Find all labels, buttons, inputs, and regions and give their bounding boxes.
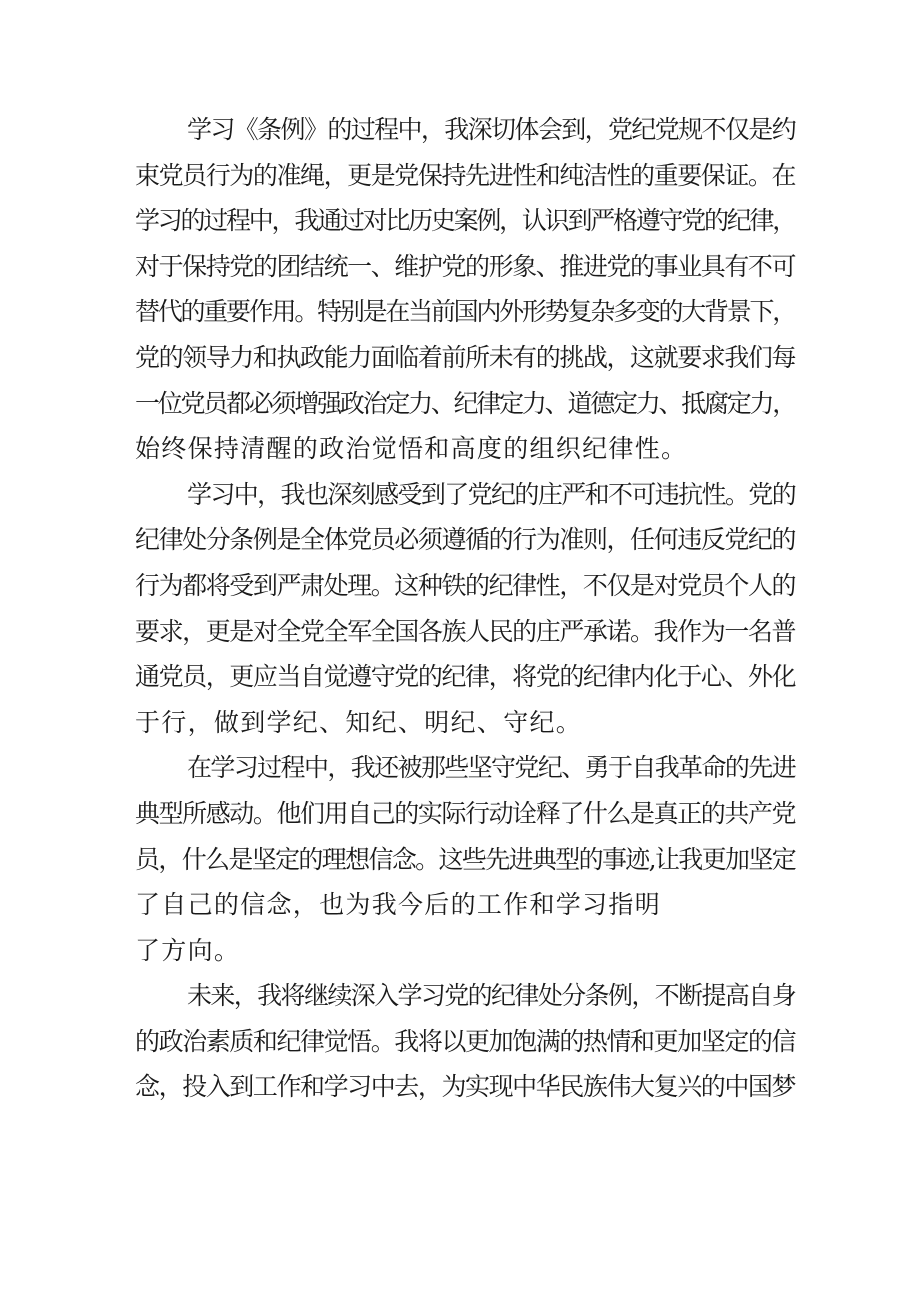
paragraph-4 xyxy=(135,973,795,1110)
text-line: 行为都将受到严肃处理。这种铁的纪律性，不仅是对党员个人的 xyxy=(135,570,795,600)
text-line: 学习的过程中，我通过对比历史案例，认识到严格遵守党的纪律， xyxy=(135,206,795,236)
document-body xyxy=(135,107,795,1110)
text-line: 要求，更是对全党全军全国各族人民的庄严承诺。我作为一名普 xyxy=(135,616,795,646)
text-line: 于行，做到学纪、知纪、明纪、守纪。 xyxy=(135,707,583,737)
text-line: 典型所感动。他们用自己的实际行动诠释了什么是真正的共产党 xyxy=(135,798,795,828)
text-line: 在学习过程中，我还被那些坚守党纪、勇于自我革命的先进 xyxy=(187,753,795,783)
text-line: 念，投入到工作和学习中去，为实现中华民族伟大复兴的中国梦 xyxy=(135,1072,795,1102)
text-line: 替代的重要作用。特别是在当前国内外形势复杂多变的大背景下， xyxy=(135,297,795,327)
text-line: 一位党员都必须增强政治定力、纪律定力、道德定力、抵腐定力， xyxy=(135,388,795,418)
text-line: 对于保持党的团结统一、维护党的形象、推进党的事业具有不可 xyxy=(135,251,795,281)
text-line: 束党员行为的准绳，更是党保持先进性和纯洁性的重要保证。在 xyxy=(135,160,795,190)
paragraph-1 xyxy=(135,107,795,472)
text-line: 了方向。 xyxy=(135,935,241,965)
text-line: 纪律处分条例是全体党员必须遵循的行为准则，任何违反党纪的 xyxy=(135,525,795,555)
text-line: 通党员，更应当自觉遵守党的纪律，将党的纪律内化于心、外化 xyxy=(135,662,795,692)
text-line: 员，什么是坚定的理想信念。这些先进典型的事迹,让我更加坚定 xyxy=(135,844,795,874)
text-line: 的政治素质和纪律觉悟。我将以更加饱满的热情和更加坚定的信 xyxy=(135,1026,795,1056)
paragraph-2 xyxy=(135,472,795,746)
text-line: 了自己的信念，也为我今后的工作和学习指明 xyxy=(135,890,662,920)
text-line: 党的领导力和执政能力面临着前所未有的挑战，这就要求我们每 xyxy=(135,342,795,372)
text-line: 学习《条例》的过程中，我深切体会到，党纪党规不仅是约 xyxy=(187,115,795,144)
text-line: 未来，我将继续深入学习党的纪律处分条例，不断提高自身 xyxy=(187,981,795,1011)
paragraph-3 xyxy=(135,745,795,973)
text-line: 始终保持清醒的政治觉悟和高度的组织纪律性。 xyxy=(135,434,688,464)
text-line: 学习中，我也深刻感受到了党纪的庄严和不可违抗性。党的 xyxy=(187,479,795,509)
